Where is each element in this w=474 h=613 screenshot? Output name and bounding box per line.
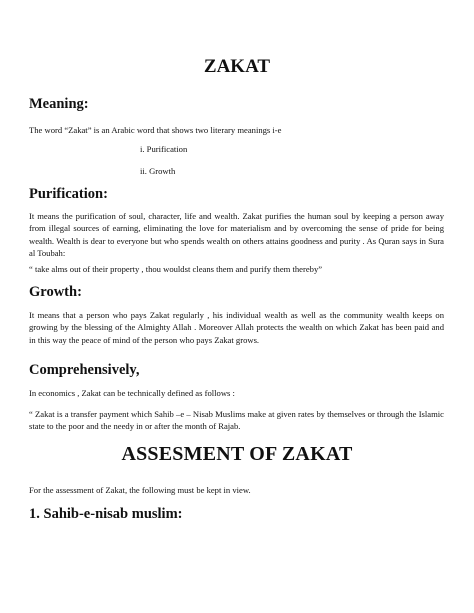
heading-meaning: Meaning:	[29, 96, 89, 112]
assessment-text: For the assessment of Zakat, the following must be kept in view.	[29, 485, 251, 495]
meaning-text: The word “Zakat” is an Arabic word that shows two literary meanings i-e	[29, 125, 282, 135]
page-title: ZAKAT	[203, 56, 271, 77]
purification-text: It means the purification of soul, character, life and wealth. Zakat purifies the human soul by keeping a person away from illegal sources of earning, eliminating the love for materialism and by overcoming the sense of pride for being wealth. Wealth is dear to everyone but who spends wealth on others attains goodness and purity . As Quran says in Sura al Toubah:	[29, 211, 444, 258]
heading-sahib-e-nisab: 1. Sahib-e-nisab muslim:	[29, 506, 183, 522]
meaning-item-purification: i. Purification	[140, 144, 188, 154]
heading-purification: Purification:	[29, 186, 108, 202]
heading-comprehensively: Comprehensively,	[29, 362, 140, 378]
growth-text: It means that a person who pays Zakat regularly , his individual wealth as well as the community wealth keeps on growing by the blessing of the Almighty Allah . Moreover Allah protects the wealth on which Zakat has been paid and in this way the peace of mind of the person who pays Zakat grows.	[29, 310, 444, 345]
assessment-title: ASSESMENT OF ZAKAT	[121, 443, 353, 465]
purification-quote: “ take alms out of their property , thou wouldst cleans them and purify them thereby”	[29, 264, 323, 274]
meaning-item-growth: ii. Growth	[140, 166, 176, 176]
comprehensively-quote: “ Zakat is a transfer payment which Sahib –e – Nisab Muslims make at given rates by themselves or through the Islamic state to the poor and the needy in or after the month of Rajab.	[29, 409, 444, 432]
heading-growth: Growth:	[29, 284, 82, 300]
comprehensively-text: In economics , Zakat can be technically defined as follows :	[29, 388, 235, 398]
